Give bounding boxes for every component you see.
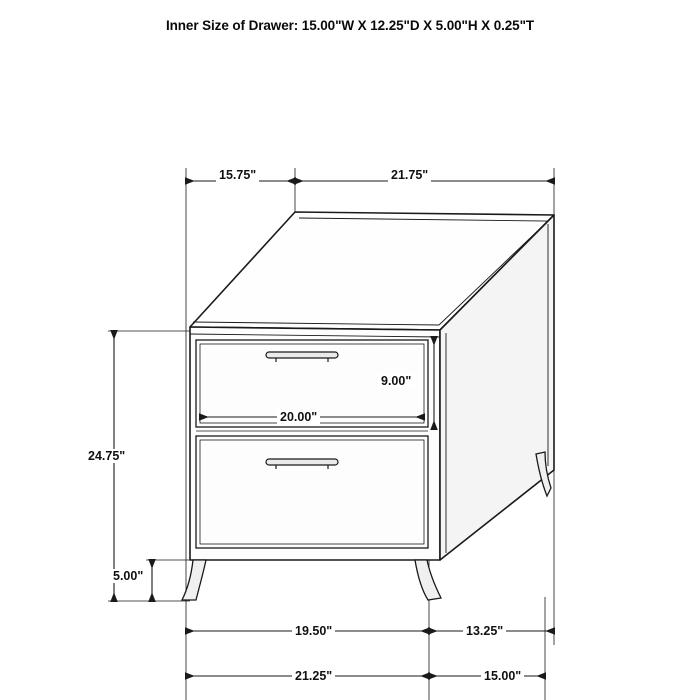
page-title: Inner Size of Drawer: 15.00"W X 12.25"D X 5.00"H X 0.25"T [165,18,535,33]
dim-front-inner-width: 19.50" [292,624,335,638]
dim-leg-height: 5.00" [110,569,146,583]
dim-total-height: 24.75" [85,449,128,463]
dim-top-depth: 15.75" [216,168,259,182]
dim-front-outer-width: 21.25" [292,669,335,683]
dim-side-depth: 13.25" [463,624,506,638]
dim-top-width: 21.75" [388,168,431,182]
dim-overall-depth: 15.00" [481,669,524,683]
dim-drawer-width: 20.00" [277,410,320,424]
dim-drawer-height: 9.00" [378,374,414,388]
